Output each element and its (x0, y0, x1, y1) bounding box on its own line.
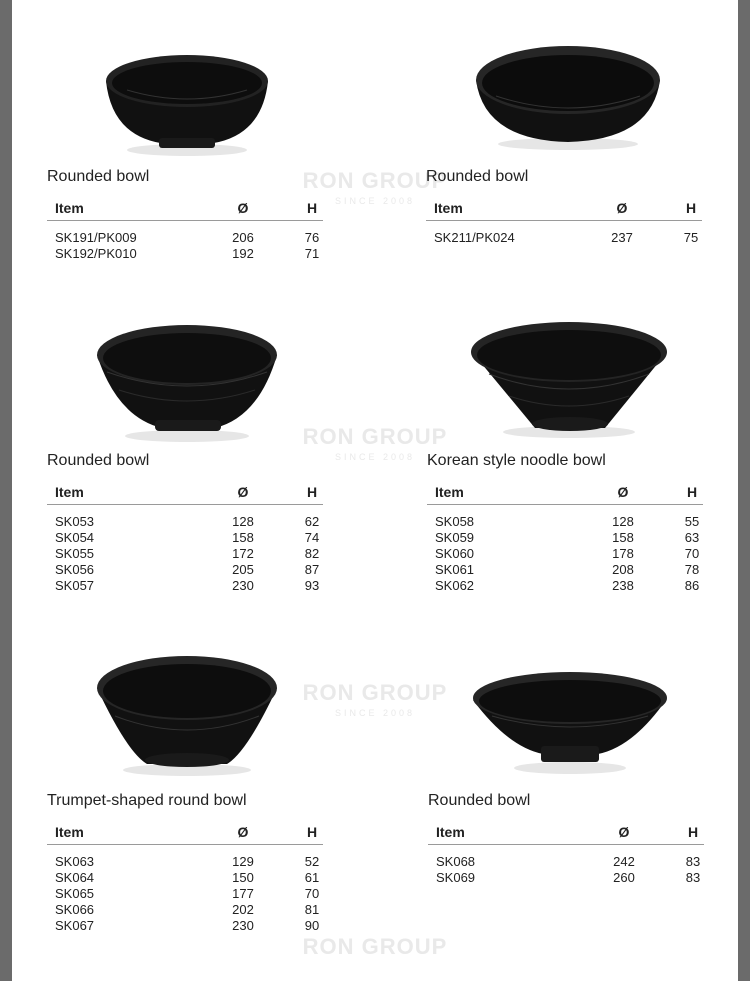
item-header: Item (426, 200, 564, 221)
table-row (426, 221, 702, 247)
height-header: H (672, 200, 702, 221)
diameter-value: 158 (612, 530, 634, 545)
table-row (47, 562, 323, 578)
height-value: 75 (683, 230, 699, 245)
spec-table (47, 484, 323, 594)
height-value: 83 (685, 854, 701, 869)
height-header: H (293, 824, 323, 845)
item-code: SK067 (55, 918, 95, 933)
diameter-value: 242 (613, 854, 635, 869)
table-row (427, 562, 703, 578)
height-value: 87 (304, 562, 320, 577)
diameter-value: 172 (232, 546, 254, 561)
item-code: SK054 (55, 530, 95, 545)
spec-header-row (47, 484, 323, 505)
item-code: SK062 (435, 578, 475, 593)
item-code: SK055 (55, 546, 95, 561)
item-header: Item (47, 200, 185, 221)
item-header: Item (428, 824, 566, 845)
product-title: Korean style noodle bowl (427, 452, 606, 469)
height-header: H (293, 200, 323, 221)
height-value: 86 (684, 578, 700, 593)
diameter-value: 128 (232, 514, 254, 529)
watermark: RON GROUP SINCE 2008 (302, 168, 448, 206)
table-row (47, 546, 323, 562)
height-value: 74 (304, 530, 320, 545)
diameter-header: Ø (185, 484, 293, 505)
product-title: Rounded bowl (428, 792, 531, 809)
diameter-value: 230 (232, 578, 254, 593)
product-photo (428, 652, 718, 792)
table-row (428, 845, 704, 871)
diameter-value: 208 (612, 562, 634, 577)
height-value: 93 (304, 578, 320, 593)
item-code: SK053 (55, 514, 95, 529)
product-card (47, 652, 337, 934)
height-value: 61 (304, 870, 320, 885)
item-code: SK066 (55, 902, 95, 917)
height-value: 52 (304, 854, 320, 869)
height-value: 70 (684, 546, 700, 561)
catalog-page (12, 0, 738, 981)
height-value: 81 (304, 902, 320, 917)
table-row (47, 902, 323, 918)
item-header: Item (427, 484, 565, 505)
table-row (47, 845, 323, 871)
diameter-value: 205 (232, 562, 254, 577)
product-card (47, 28, 337, 262)
product-photo (426, 28, 716, 168)
watermark: RON GROUP SINCE 2008 (302, 680, 448, 718)
diameter-value: 129 (232, 854, 254, 869)
table-row (427, 578, 703, 594)
table-row (47, 505, 323, 531)
table-row (427, 530, 703, 546)
item-code: SK068 (436, 854, 476, 869)
table-row (427, 505, 703, 531)
diameter-value: 238 (612, 578, 634, 593)
product-title: Trumpet-shaped round bowl (47, 792, 247, 809)
product-title: Rounded bowl (426, 168, 529, 185)
spec-header-row (47, 824, 323, 845)
spec-header-row (47, 200, 323, 221)
diameter-value: 158 (232, 530, 254, 545)
height-header: H (674, 824, 704, 845)
item-code: SK065 (55, 886, 95, 901)
table-row (427, 546, 703, 562)
item-code: SK191/PK009 (55, 230, 137, 245)
item-code: SK059 (435, 530, 475, 545)
diameter-value: 177 (232, 886, 254, 901)
table-row (47, 221, 323, 247)
product-photo (47, 652, 337, 792)
diameter-value: 237 (611, 230, 633, 245)
diameter-value: 192 (232, 246, 254, 261)
height-value: 82 (304, 546, 320, 561)
height-value: 83 (685, 870, 701, 885)
diameter-header: Ø (185, 824, 293, 845)
spec-header-row (428, 824, 704, 845)
height-header: H (293, 484, 323, 505)
product-card (47, 312, 337, 594)
item-code: SK058 (435, 514, 475, 529)
spec-table (47, 200, 323, 262)
watermark: RON GROUP SINCE 2008 (302, 424, 448, 462)
product-title: Rounded bowl (47, 168, 150, 185)
item-code: SK069 (436, 870, 476, 885)
height-value: 78 (684, 562, 700, 577)
item-header: Item (47, 484, 185, 505)
product-card (427, 312, 717, 594)
table-row (47, 578, 323, 594)
diameter-value: 178 (612, 546, 634, 561)
product-photo (47, 28, 337, 168)
diameter-value: 230 (232, 918, 254, 933)
table-row (47, 886, 323, 902)
table-row (47, 870, 323, 886)
item-code: SK192/PK010 (55, 246, 137, 261)
spec-table (428, 824, 704, 886)
item-header: Item (47, 824, 185, 845)
diameter-value: 128 (612, 514, 634, 529)
height-value: 71 (304, 246, 320, 261)
product-card (426, 28, 716, 246)
diameter-value: 260 (613, 870, 635, 885)
height-value: 76 (304, 230, 320, 245)
item-code: SK056 (55, 562, 95, 577)
height-header: H (673, 484, 703, 505)
item-code: SK057 (55, 578, 95, 593)
diameter-header: Ø (564, 200, 672, 221)
spec-table (426, 200, 702, 246)
diameter-value: 202 (232, 902, 254, 917)
item-code: SK211/PK024 (434, 230, 515, 245)
diameter-header: Ø (185, 200, 293, 221)
height-value: 90 (304, 918, 320, 933)
height-value: 70 (304, 886, 320, 901)
spec-table (427, 484, 703, 594)
spec-header-row (427, 484, 703, 505)
item-code: SK060 (435, 546, 475, 561)
product-photo (47, 312, 337, 452)
item-code: SK063 (55, 854, 95, 869)
height-value: 55 (684, 514, 700, 529)
watermark: RON GROUP (302, 934, 448, 959)
table-row (428, 870, 704, 886)
item-code: SK064 (55, 870, 95, 885)
table-row (47, 918, 323, 934)
spec-header-row (426, 200, 702, 221)
table-row (47, 530, 323, 546)
height-value: 62 (304, 514, 320, 529)
table-row (47, 246, 323, 262)
item-code: SK061 (435, 562, 475, 577)
product-title: Rounded bowl (47, 452, 150, 469)
diameter-header: Ø (565, 484, 673, 505)
product-photo (427, 312, 717, 452)
diameter-header: Ø (566, 824, 674, 845)
product-card (428, 652, 718, 886)
height-value: 63 (684, 530, 700, 545)
spec-table (47, 824, 323, 934)
diameter-value: 206 (232, 230, 254, 245)
diameter-value: 150 (232, 870, 254, 885)
